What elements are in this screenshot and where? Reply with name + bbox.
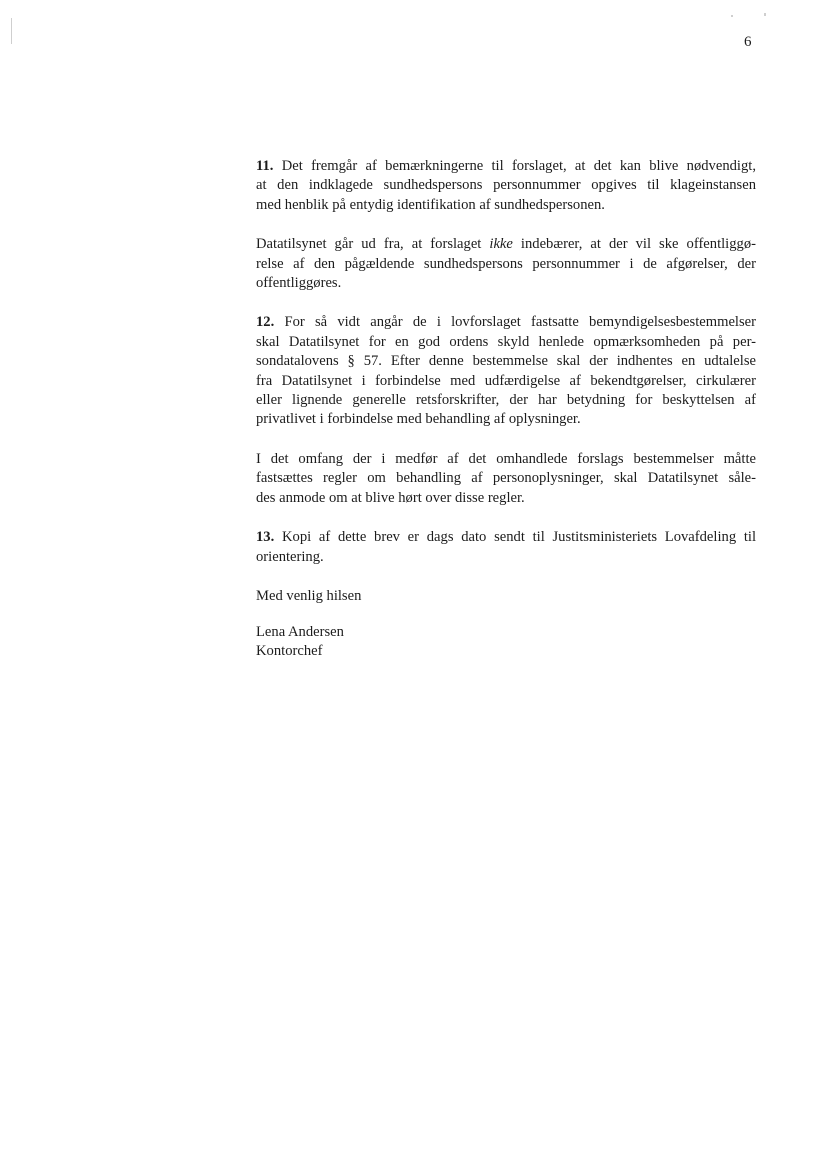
signature-block (256, 623, 756, 661)
paragraph-11 (256, 157, 756, 215)
page-number: 6 (744, 34, 752, 50)
text-line: 11. Det fremgår af bemærkningerne til forslaget, at det kan blive nødvendigt, (256, 158, 756, 174)
text-line: 13. Kopi af dette brev er dags dato sendt til Justitsministeriets Lovafdeling til (256, 529, 756, 546)
signatory-title: Kontorchef (256, 643, 323, 660)
paragraph-number: 11. (256, 158, 274, 174)
text-line: eller lignende generelle retsforskrifter, der har betydning for beskyttelsen af (256, 392, 756, 409)
paragraph-number: 12. (256, 314, 275, 331)
text-line: fra Datatilsynet i forbindelse med udfærdigelse af bekendtgørelser, cirkulærer (256, 372, 756, 389)
text-line: skal Datatilsynet for en god ordens skyld henlede opmærksomheden på per- (256, 333, 756, 350)
text-line: Datatilsynet går ud fra, at forslaget ikke indebærer, at der vil ske offentliggø- (256, 236, 756, 253)
paragraph-number: 13. (256, 529, 275, 546)
scan-dot (731, 15, 733, 17)
text-line: at den indklagede sundhedspersons personnummer opgives til klageinstansen (256, 177, 756, 194)
text-line: fastsættes regler om behandling af personoplysninger, skal Datatilsynet såle- (256, 470, 756, 487)
closing-salutation: Med venlig hilsen (256, 587, 362, 604)
text-line: orientering. (256, 548, 324, 565)
text-line: offentliggøres. (256, 275, 342, 292)
text-line: 12. For så vidt angår de i lovforslaget fastsatte bemyndigelsesbestemmelser (256, 314, 756, 331)
text-line: des anmode om at blive hørt over disse regler. (256, 489, 525, 506)
paragraph-regler (256, 450, 756, 508)
text-line: sondatalovens § 57. Efter denne bestemmelse skal der indhentes en udtalelse (256, 353, 756, 370)
signatory-name: Lena Andersen (256, 624, 344, 641)
text-line: med henblik på entydig identifikation af sundhedspersonen. (256, 196, 605, 213)
scan-dot (764, 13, 766, 16)
text-line: privatlivet i forbindelse med behandling af oplysninger. (256, 411, 581, 428)
paragraph-datatilsynet-note (256, 235, 756, 293)
text-line: relse af den pågældende sundhedspersons personnummer i de afgørelser, der (256, 255, 756, 272)
paragraph-12 (256, 313, 756, 429)
paragraph-13 (256, 528, 756, 567)
letter-body (256, 157, 756, 661)
emphasis-text: ikke (489, 236, 513, 253)
scan-edge-mark (11, 18, 12, 44)
text-line: I det omfang der i medfør af det omhandlede forslags bestemmelser måtte (256, 450, 756, 467)
